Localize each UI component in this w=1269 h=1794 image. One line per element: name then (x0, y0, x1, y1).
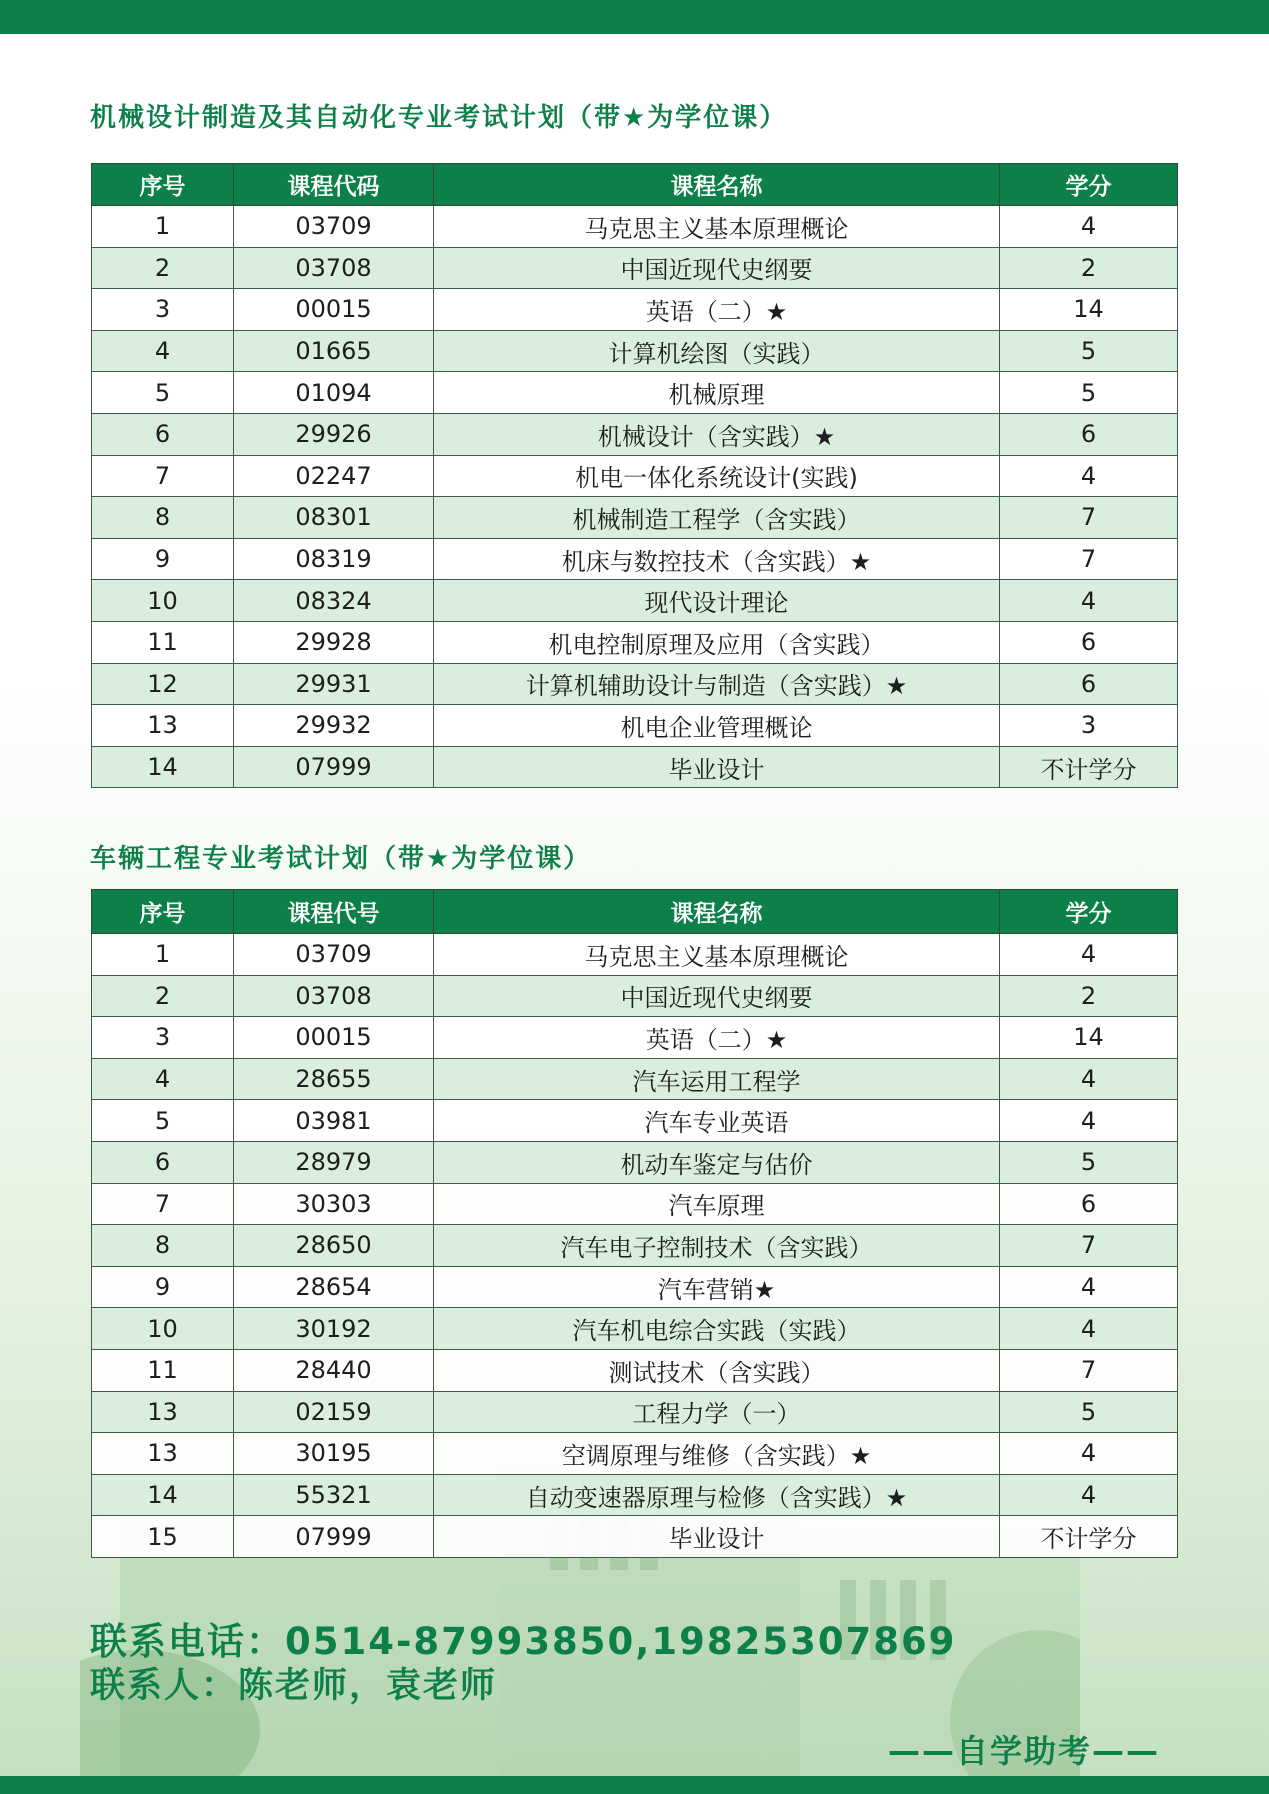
cell-course-code: 28650 (234, 1225, 434, 1267)
cell-credits: 4 (1000, 455, 1178, 497)
cell-course-code: 01665 (234, 330, 434, 372)
cell-credits: 不计学分 (1000, 1516, 1178, 1558)
cell-credits: 14 (1000, 1017, 1178, 1059)
table-row (92, 1100, 1178, 1142)
cell-course-name: 汽车专业英语 (434, 1100, 1000, 1142)
cell-serial: 2 (92, 247, 234, 289)
cell-credits: 7 (1000, 1225, 1178, 1267)
cell-course-name: 机械制造工程学（含实践） (434, 497, 1000, 539)
table-row (92, 746, 1178, 788)
cell-course-code: 07999 (234, 1516, 434, 1558)
cell-credits: 5 (1000, 1141, 1178, 1183)
cell-credits: 7 (1000, 1349, 1178, 1391)
cell-course-code: 30195 (234, 1433, 434, 1475)
cell-course-code: 29932 (234, 705, 434, 747)
table-row (92, 1349, 1178, 1391)
cell-serial: 11 (92, 621, 234, 663)
cell-course-code: 30303 (234, 1183, 434, 1225)
cell-course-code: 03709 (234, 206, 434, 248)
cell-course-code: 03981 (234, 1100, 434, 1142)
cell-course-name: 自动变速器原理与检修（含实践）★ (434, 1474, 1000, 1516)
cell-course-code: 01094 (234, 372, 434, 414)
table-row (92, 934, 1178, 976)
cell-course-name: 汽车电子控制技术（含实践） (434, 1225, 1000, 1267)
cell-course-name: 空调原理与维修（含实践）★ (434, 1433, 1000, 1475)
cell-serial: 15 (92, 1516, 234, 1558)
header-credits: 学分 (1000, 164, 1178, 206)
mechanical-table-body (92, 206, 1178, 788)
cell-serial: 13 (92, 1391, 234, 1433)
slogan: ——自学助考—— (888, 1732, 1161, 1770)
header-serial: 序号 (92, 164, 234, 206)
cell-course-name: 现代设计理论 (434, 580, 1000, 622)
table-row (92, 1308, 1178, 1350)
cell-serial: 3 (92, 289, 234, 331)
table-row (92, 497, 1178, 539)
cell-serial: 4 (92, 1058, 234, 1100)
cell-credits: 4 (1000, 1266, 1178, 1308)
cell-course-code: 08301 (234, 497, 434, 539)
cell-course-code: 02159 (234, 1391, 434, 1433)
cell-credits: 3 (1000, 705, 1178, 747)
table-row (92, 1017, 1178, 1059)
cell-course-code: 30192 (234, 1308, 434, 1350)
contact-block (90, 1620, 957, 1708)
table-row (92, 1266, 1178, 1308)
cell-serial: 10 (92, 580, 234, 622)
cell-course-name: 计算机绘图（实践） (434, 330, 1000, 372)
cell-course-name: 机械原理 (434, 372, 1000, 414)
table-row (92, 1474, 1178, 1516)
cell-credits: 6 (1000, 413, 1178, 455)
cell-course-name: 汽车原理 (434, 1183, 1000, 1225)
cell-credits: 6 (1000, 663, 1178, 705)
cell-serial: 12 (92, 663, 234, 705)
table-row (92, 621, 1178, 663)
table-row (92, 1141, 1178, 1183)
cell-course-code: 03708 (234, 975, 434, 1017)
header-course-name: 课程名称 (434, 164, 1000, 206)
cell-credits: 4 (1000, 934, 1178, 976)
table-row (92, 1183, 1178, 1225)
table-row (92, 330, 1178, 372)
vehicle-table-body (92, 934, 1178, 1558)
cell-serial: 7 (92, 1183, 234, 1225)
cell-serial: 13 (92, 1433, 234, 1475)
table-row (92, 663, 1178, 705)
cell-credits: 7 (1000, 538, 1178, 580)
contact-person: 联系人：陈老师，袁老师 (90, 1666, 498, 1706)
cell-course-code: 55321 (234, 1474, 434, 1516)
cell-course-name: 汽车运用工程学 (434, 1058, 1000, 1100)
section-title-mechanical: 机械设计制造及其自动化专业考试计划（带★为学位课） (90, 103, 788, 133)
cell-course-code: 00015 (234, 1017, 434, 1059)
table-row (92, 1391, 1178, 1433)
table-row (92, 705, 1178, 747)
cell-course-name: 毕业设计 (434, 746, 1000, 788)
cell-course-name: 测试技术（含实践） (434, 1349, 1000, 1391)
cell-course-code: 08324 (234, 580, 434, 622)
table-row (92, 372, 1178, 414)
cell-credits: 5 (1000, 372, 1178, 414)
cell-credits: 2 (1000, 247, 1178, 289)
cell-serial: 1 (92, 206, 234, 248)
cell-serial: 14 (92, 1474, 234, 1516)
cell-course-name: 工程力学（一） (434, 1391, 1000, 1433)
cell-credits: 6 (1000, 1183, 1178, 1225)
mechanical-exam-plan-table (91, 163, 1178, 788)
cell-serial: 10 (92, 1308, 234, 1350)
table-row (92, 1516, 1178, 1558)
cell-course-code: 29931 (234, 663, 434, 705)
cell-credits: 2 (1000, 975, 1178, 1017)
cell-credits: 4 (1000, 206, 1178, 248)
table-row (92, 206, 1178, 248)
table-row (92, 247, 1178, 289)
cell-course-code: 29928 (234, 621, 434, 663)
cell-serial: 4 (92, 330, 234, 372)
cell-course-code: 28979 (234, 1141, 434, 1183)
cell-serial: 1 (92, 934, 234, 976)
cell-course-code: 07999 (234, 746, 434, 788)
table-header-row (92, 890, 1178, 934)
table-row (92, 1058, 1178, 1100)
cell-course-name: 机电企业管理概论 (434, 705, 1000, 747)
cell-serial: 6 (92, 1141, 234, 1183)
vehicle-exam-plan-table (91, 889, 1178, 1558)
cell-credits: 4 (1000, 580, 1178, 622)
cell-credits: 5 (1000, 1391, 1178, 1433)
cell-credits: 5 (1000, 330, 1178, 372)
cell-course-name: 汽车营销★ (434, 1266, 1000, 1308)
cell-serial: 9 (92, 1266, 234, 1308)
table-header-row (92, 164, 1178, 206)
cell-credits: 4 (1000, 1474, 1178, 1516)
cell-course-name: 机械设计（含实践）★ (434, 413, 1000, 455)
cell-credits: 不计学分 (1000, 746, 1178, 788)
cell-serial: 6 (92, 413, 234, 455)
cell-credits: 4 (1000, 1100, 1178, 1142)
section-title-vehicle: 车辆工程专业考试计划（带★为学位课） (90, 844, 592, 874)
table-row (92, 413, 1178, 455)
cell-course-name: 毕业设计 (434, 1516, 1000, 1558)
cell-credits: 7 (1000, 497, 1178, 539)
cell-course-name: 英语（二）★ (434, 289, 1000, 331)
header-course-code: 课程代号 (234, 890, 434, 934)
cell-course-name: 中国近现代史纲要 (434, 975, 1000, 1017)
cell-serial: 9 (92, 538, 234, 580)
table-row (92, 580, 1178, 622)
bottom-banner-bar (0, 1776, 1269, 1794)
cell-course-name: 机动车鉴定与估价 (434, 1141, 1000, 1183)
table-row (92, 289, 1178, 331)
cell-serial: 5 (92, 1100, 234, 1142)
cell-course-code: 08319 (234, 538, 434, 580)
cell-course-name: 机电控制原理及应用（含实践） (434, 621, 1000, 663)
cell-course-code: 02247 (234, 455, 434, 497)
cell-serial: 11 (92, 1349, 234, 1391)
cell-serial: 5 (92, 372, 234, 414)
contact-phone: 联系电话：0514-87993850,19825307869 (90, 1620, 957, 1663)
header-credits: 学分 (1000, 890, 1178, 934)
table-row (92, 455, 1178, 497)
cell-credits: 4 (1000, 1433, 1178, 1475)
table-row (92, 1433, 1178, 1475)
cell-course-name: 机床与数控技术（含实践）★ (434, 538, 1000, 580)
table-row (92, 1225, 1178, 1267)
header-serial: 序号 (92, 890, 234, 934)
cell-course-name: 马克思主义基本原理概论 (434, 934, 1000, 976)
table-row (92, 538, 1178, 580)
cell-course-name: 英语（二）★ (434, 1017, 1000, 1059)
cell-credits: 4 (1000, 1308, 1178, 1350)
header-course-name: 课程名称 (434, 890, 1000, 934)
cell-course-name: 马克思主义基本原理概论 (434, 206, 1000, 248)
cell-serial: 13 (92, 705, 234, 747)
cell-course-code: 28655 (234, 1058, 434, 1100)
header-course-code: 课程代码 (234, 164, 434, 206)
cell-serial: 7 (92, 455, 234, 497)
cell-course-code: 29926 (234, 413, 434, 455)
cell-credits: 14 (1000, 289, 1178, 331)
cell-serial: 14 (92, 746, 234, 788)
cell-course-name: 机电一体化系统设计(实践) (434, 455, 1000, 497)
cell-serial: 3 (92, 1017, 234, 1059)
cell-course-code: 00015 (234, 289, 434, 331)
top-banner-bar (0, 0, 1269, 34)
cell-credits: 4 (1000, 1058, 1178, 1100)
cell-course-code: 28440 (234, 1349, 434, 1391)
table-row (92, 975, 1178, 1017)
cell-serial: 8 (92, 497, 234, 539)
cell-course-name: 中国近现代史纲要 (434, 247, 1000, 289)
cell-course-name: 汽车机电综合实践（实践） (434, 1308, 1000, 1350)
cell-course-code: 28654 (234, 1266, 434, 1308)
cell-serial: 8 (92, 1225, 234, 1267)
cell-serial: 2 (92, 975, 234, 1017)
cell-course-code: 03709 (234, 934, 434, 976)
cell-course-name: 计算机辅助设计与制造（含实践）★ (434, 663, 1000, 705)
cell-credits: 6 (1000, 621, 1178, 663)
cell-course-code: 03708 (234, 247, 434, 289)
